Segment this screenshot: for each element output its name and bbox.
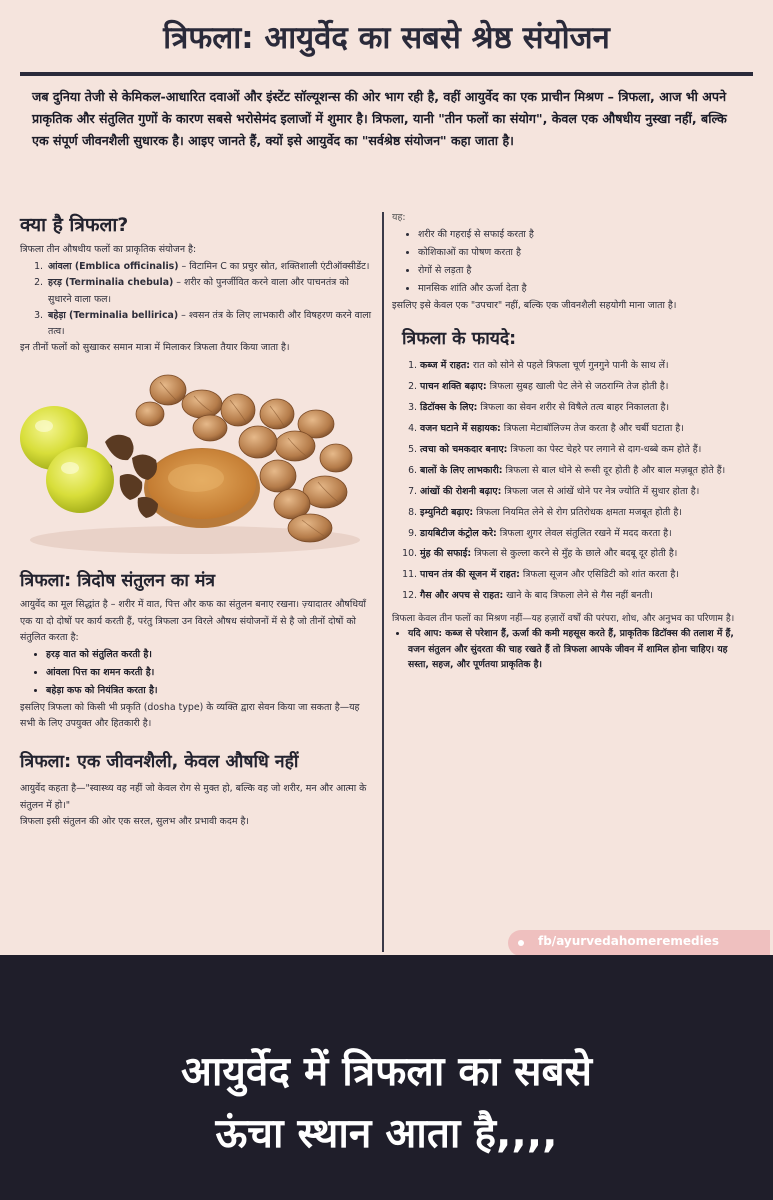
- tridosha-points: [20, 646, 372, 700]
- benefit-item: 4. वजन घटाने में सहायक: त्रिफला मेटाबॉलिज्म तेज करता है और चर्बी घटाता है।: [420, 421, 747, 438]
- caption-line-1: आयुर्वेद में त्रिफला का सबसे: [180, 1047, 593, 1095]
- lifestyle-closing: त्रिफला इसी संतुलन की ओर एक सरल, सुलभ और प्रभावी कदम है।: [20, 815, 249, 827]
- tridosha-point: • हरड़ वात को संतुलित करती है।: [46, 646, 372, 664]
- right-intro-point: • शरीर की गहराई से सफाई करता है: [418, 226, 747, 244]
- poster-title: त्रिफला: आयुर्वेद का सबसे श्रेष्ठ संयोजन: [163, 20, 610, 56]
- benefit-item: 2. पाचन शक्ति बढ़ाए: त्रिफला सुबह खाली पेट लेने से जठराग्नि तेज होती है।: [420, 379, 747, 396]
- benefits-list: [392, 358, 747, 604]
- tridosha-point: • बहेड़ा कफ को नियंत्रित करता है।: [46, 682, 372, 700]
- benefit-item: 3. डिटॉक्स के लिए: त्रिफला का सेवन शरीर से विषैले तत्व बाहर निकालता है।: [420, 400, 747, 417]
- caption-line-2: ऊंचा स्थान आता है,,,,: [215, 1109, 558, 1157]
- tridosha-heading: त्रिफला: त्रिदोष संतुलन का मंत्र: [20, 571, 216, 592]
- benefit-item: 7. आंखों की रोशनी बढ़ाए: त्रिफला जल से आंखें धोने पर नेत्र ज्योति में सुधार होता है।: [420, 484, 747, 501]
- fruits-list: [20, 259, 372, 340]
- what-is-lead: त्रिफला तीन औषधीय फलों का प्राकृतिक संयोजन है:: [20, 244, 197, 255]
- fruit-item-baheda: 3. बहेड़ा (Terminalia bellirica) – श्वसन तंत्र के लिए लाभकारी और विषहरण करने वाला तत्व।: [46, 308, 372, 340]
- right-intro-point: • कोशिकाओं का पोषण करता है: [418, 244, 747, 262]
- watermark-dot-icon: [518, 940, 524, 946]
- right-intro-point: • रोगों से लड़ता है: [418, 262, 747, 280]
- tridosha-closing: इसलिए त्रिफला को किसी भी प्रकृति (dosha type) के व्यक्ति द्वारा सेवन किया जा सकता है—यह सभी के लिए उपयुक्त और हितकारी है।: [20, 702, 360, 730]
- tridosha-point: • आंवला पित्त का शमन करती है।: [46, 664, 372, 682]
- fruits-illustration: [20, 370, 362, 555]
- right-intro-point: • मानसिक शांति और ऊर्जा देता है: [418, 280, 747, 298]
- watermark-badge: [508, 930, 770, 955]
- conclusion-points: [392, 626, 747, 673]
- benefit-item: 5. त्वचा को चमकदार बनाए: त्रिफला का पेस्ट चेहरे पर लगाने से दाग-धब्बे कम होते हैं।: [420, 442, 747, 459]
- left-column: [20, 210, 372, 830]
- benefits-heading: त्रिफला के फायदे:: [402, 329, 517, 350]
- lifestyle-heading: त्रिफला: एक जीवनशैली, केवल औषधि नहीं: [20, 752, 299, 773]
- right-column: [392, 210, 747, 673]
- fruit-item-harad: 2. हरड़ (Terminalia chebula) – शरीर को पुनर्जीवित करने वाला और पाचनतंत्र को सुधारने वाला फल।: [46, 275, 372, 307]
- title-underline: [20, 72, 753, 76]
- benefit-item: 6. बालों के लिए लाभकारी: त्रिफला से बाल धोने से रूसी दूर होती है और बाल मज़बूत होते हैं।: [420, 463, 747, 480]
- tridosha-body: आयुर्वेद का मूल सिद्धांत है – शरीर में वात, पित्त और कफ का संतुलन बनाए रखना। ज़्यादातर औषधियाँ एक या दो दोषों पर कार्य करती हैं, परंतु त्रिफला उन विरले औषध संयोजनों में से है जो तीनों दोषों को संतुलित करता है:: [20, 599, 366, 643]
- benefit-item: 8. इम्युनिटी बढ़ाए: त्रिफला नियमित लेने से रोग प्रतिरोधक क्षमता मजबूत होती है।: [420, 505, 747, 522]
- benefit-item: 12. गैस और अपच से राहत: खाने के बाद त्रिफला लेने से गैस नहीं बनती।: [420, 588, 747, 605]
- what-is-closing: इन तीनों फलों को सुखाकर समान मात्रा में मिलाकर त्रिफला तैयार किया जाता है।: [20, 342, 290, 354]
- watermark-text: fb/ayurvedahomeremedies: [538, 934, 719, 948]
- benefit-item: 1. कब्ज में राहत: रात को सोने से पहले त्रिफला चूर्ण गुनगुने पानी के साथ लें।: [420, 358, 747, 375]
- bottom-caption: [0, 1040, 773, 1164]
- triphala-fruits-photo: [20, 370, 362, 555]
- right-intro-lead: यह:: [392, 212, 406, 223]
- right-intro-points: [392, 226, 747, 298]
- intro-paragraph: जब दुनिया तेजी से केमिकल-आधारित दवाओं और इंस्टेंट सॉल्यूशन्स की ओर भाग रही है, वहीं आयुर्वेद का एक प्राचीन मिश्रण – त्रिफला, आज भी अपने प्राकृतिक और संतुलित गुणों के कारण सबसे भरोसेमंद इलाजों में शुमार है। त्रिफला, यानी "तीन फलों का संयोग", केवल एक औषधीय नुस्खा नहीं, बल्कि एक संपूर्ण जीवनशैली सुधारक है। आइए जानते हैं, क्यों इसे आयुर्वेद का "सर्वश्रेष्ठ संयोजन" कहा जाता है।: [32, 89, 727, 148]
- column-divider: [382, 212, 384, 952]
- conclusion-text: त्रिफला केवल तीन फलों का मिश्रण नहीं—यह हज़ारों वर्षों की परंपरा, शोध, और अनुभव का परिणाम है।: [392, 612, 735, 624]
- lifestyle-body: आयुर्वेद कहता है—"स्वास्थ्य वह नहीं जो केवल रोग से मुक्त हो, बल्कि वह जो शरीर, मन और आत्मा के संतुलन में हो।": [20, 783, 367, 811]
- fruit-item-amla: 1. आंवला (Emblica officinalis) – विटामिन C का प्रचुर स्रोत, शक्तिशाली एंटीऑक्सीडेंट।: [46, 259, 372, 275]
- right-intro-closing: इसलिए इसे केवल एक "उपचार" नहीं, बल्कि एक जीवनशैली सहयोगी माना जाता है।: [392, 300, 677, 312]
- benefit-item: 10. मुंह की सफाई: त्रिफला से कुल्ला करने से मुँह के छाले और बदबू दूर होती है।: [420, 546, 747, 563]
- conclusion-bullet: • यदि आप: कब्ज से परेशान हैं, ऊर्जा की कमी महसूस करते हैं, प्राकृतिक डिटॉक्स की तलाश में हैं, वजन संतुलन और सुंदरता की चाह रखते हैं तो त्रिफला आपके जीवन में शामिल होना चाहिए। यह सस्ता, सहज, और पूर्णतया प्राकृतिक है।: [408, 626, 747, 673]
- what-is-heading: क्या है त्रिफला?: [20, 214, 129, 236]
- benefit-item: 11. पाचन तंत्र की सूजन में राहत: त्रिफला सूजन और एसिडिटी को शांत करता है।: [420, 567, 747, 584]
- benefit-item: 9. डायबिटीज कंट्रोल करे: त्रिफला शुगर लेवल संतुलित रखने में मदद करता है।: [420, 526, 747, 543]
